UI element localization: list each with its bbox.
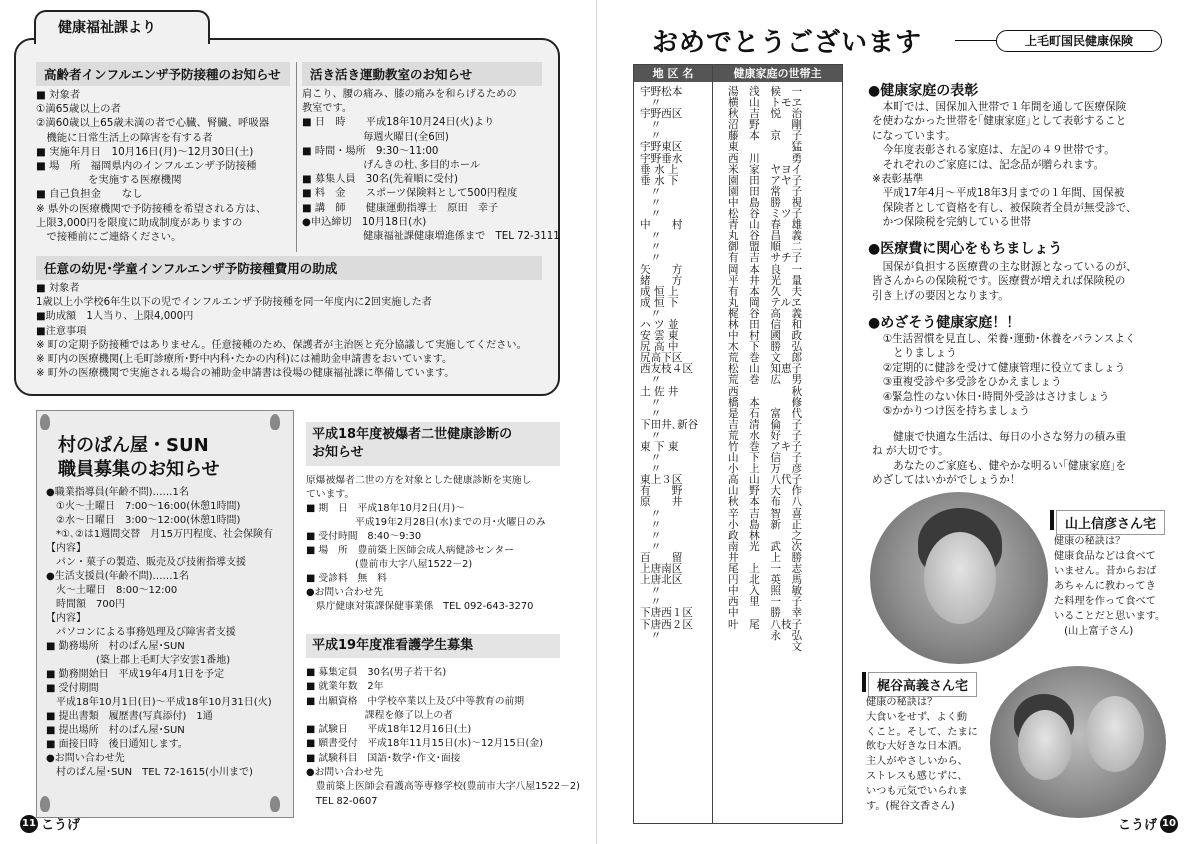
healthy-household-table [633,64,843,824]
pin-icon [270,414,280,430]
page-number-right [1118,814,1178,833]
page-fold [596,0,597,844]
aim-title: ●めざそう健康家庭！！ [868,315,1021,331]
flu-elderly-body: ■ 対象者 ①満65歳以上の者 ②満60歳以上65歳未満の者で心臓、腎臓、呼吸器 機能に日常生活上の障害を有する者 ■ 実施年月日 10月16日(月)～12月30日(土) ■ 場 所 福岡県内のインフルエンザ予防接種 を実施する医療機関 ■ 自己負担金 なし ※ 県外の医療機関で予防接種を希望される方は、 上限3,000円を限度に助成制度がありますの で接種前にご連絡ください。 [36,89,270,244]
logo: こうげ [1118,818,1158,833]
table-col-district: 宇野松本 〃 宇野西区 〃 〃 宇野東区 宇野垂水 垂 水 上 垂 水 下 〃 〃 〃 中 村 〃 〃 〃 矢 方 緒 方 成 恒 上 成 恒 下 〃 ハ ツ 並 安 雲 東 尻 高 中 尻高下区 西友枝４区 〃 土 佐 井 〃 〃 下田井､新谷 〃 東 下 東 〃 〃 東上３区 有 野 原 井 〃 〃 〃 〃 百 留 上唐南区 上唐北区 〃 〃 下唐西１区 下唐西２区 〃 [640,86,699,642]
insurance-label: 上毛町国民健康保険 [996,30,1162,52]
logo: こうげ [41,818,81,833]
hibaku-body: 原爆被爆者二世の方を対象とした健康診断を実施し ています。 ■ 期 日 平成18年10月2日(月)～ 平成19年2月28日(水)までの月･火曜日のみ ■ 受付時間 8:40～9:30 ■ 場 所 豊前築上医師会成人病健診センター (豊前市大字八屋1522－2) ■ 受診料 無 料 ●お問い合わせ先 県庁健康対策課保健事業係 TEL 092-643-3270 [306,475,546,612]
flu-child-body: ■ 対象者 1歳以上小学校6年生以下の児でインフルエンザ予防接種を同一年度内に2回実施した者 ■助成額 1人当り、上限4,000円 ■注意事項 ※ 町の定期予防接種ではありません。任意接種のため、保護者が主治医と充分協議して実施してください。 ※ 町内の医療機関(上毛町診療所･野中内科･たかの内科)には補助金申請書をおいています。 ※ 町外の医療機関で実施される場合の補助金申請書は役場の健康福祉課に準備しています。 [36,283,527,380]
table-divider [712,65,713,823]
table-header-household: 健康家庭の世帯主 [713,65,842,82]
yamagami-name: 山上信彦さん宅 [1056,510,1165,535]
page-number-left [20,814,80,833]
exercise-title: 活き活き運動教室のお知らせ [302,62,542,86]
pin-icon [270,796,280,812]
photo-face [1018,710,1072,780]
kajitani-name: 梶谷高義さん宅 [868,672,977,697]
yamagami-photo [870,492,1048,664]
award-body: 本町では、国保加入世帯で１年間を通して医療保険 を使わなかった世帯を｢健康家庭｣として表彰すること になっています。 今年度表彰される家庭は、左記の４９世帯です。 それぞれのご家庭には、記念品が贈られます。 ※表彰基準 平成17年4月～平成18年3月までの１年間、国保被 保険者として資格を有し、被保険者全員が無受診で、 かつ保険税を完納している世帯 [872,101,1137,229]
table-col-household: 湯 浅 候 一 横 山 トモヱ 秋 吉 悦 治 沼 野 剛 藤 本 京 子 東 猛 西 川 勇 米 家 ヤヨイ 園 田 アヤ子 園 田 常 子 中 島 勝 視 松 谷 ミツ子 青 山 春 雄 丸 谷 昌 義 御 盟 順 二 有 吉 サチ子 岡 本 良 一 平 井 光 量 有 本 久 夫 丸 岡 テルヱ 梶 谷 高 義 林 田 信 和 中 村 國 政 木 下 勝 弘 荒 巻 文 郎 松 山 知恵子 荒 巻 広 男 西 秋 橋 本 修 是 石 富 代 吉 清 倫 子 荒 水 好 子 竹 巻 アキ子 山 下 信 子 小 上 万 彦 高 山 八代子 山 野 大 作 秋 本 布 八 辛 吉 智 喜 小 島 新 正 政 林 之 南 光 武 次 井 上 勝 尾 上 一 志 円 北 英 馬 中 入 照 敏 西 里 一 子 中 勝 幸 叶 尾 八枝子 永 弘 文 [728,86,803,653]
kajitani-quote: 健康の秘訣は？ 大食いをせず、よく動 くこと。そして、たまに 飲む大好きな日本酒。 主人がやさしいから、 ストレスも感じずに、 いつも元気でいられま す。(梶谷文香さん) [866,697,978,812]
tag-bar [862,672,866,692]
column-divider [296,62,297,252]
page-number: 11 [20,815,38,833]
pin-icon [40,414,50,430]
page-number: 10 [1160,815,1178,833]
kajitani-photo [990,666,1166,818]
health-welfare-tab: 健康福祉課より [34,10,210,44]
congrats-heading: おめでとうございます [652,28,923,58]
pin-icon [40,796,50,812]
pan-recruit-body: ●職業指導員(年齢不問)……1名 ①火～土曜日 7:00～16:00(休憩1時間) ②水～日曜日 3:00～12:00(休憩1時間) *①､②は1週間交替 月15万円程度、社会保険有 【内容】 パン・菓子の製造、販売及び技術指導支援 ●生活支援員(年齢不問)……1名 火～土曜日 8:00～12:00 時間額 700円 【内容】 パソコンによる事務処理及び障害者支援 ■ 勤務場所 村のぱん屋･SUN (築上郡上毛町大字安雲1番地) ■ 勤務開始日 平成19年4月1日を予定 ■ 受付期間 平成18年10月1日(日)～平成18年10月31日(火) ■ 提出書類 履歴書(写真添付) 1通 ■ 提出場所 村のぱん屋･SUN ■ 面接日時 後日通知します。 ●お問い合わせ先 村のぱん屋･SUN TEL 72-1615(小川まで) [46,487,274,778]
photo-face [924,532,996,624]
nurse-recruit-body: ■ 募集定員 30名(男子若干名) ■ 就業年数 2年 ■ 出願資格 中学校卒業以上及び中等教育の前期 課程を修了以上の者 ■ 試験日 平成18年12月16日(土) ■ 願書受付 平成18年11月15日(水)～12月15日(金) ■ 試験科目 国語･数学･作文･面接 ●お問い合わせ先 豊前築上医師会看護高等専修学校(豊前市大字八屋1522－2) TEL 82-0607 [306,667,580,807]
aim-body: ①生活習慣を見直し、栄養･運動･休養をバランスよく とりましょう ②定期的に健診を受けて健康管理に役立てましょう ③重複受診や多受診をひかえましょう ④緊急性のない休日･時間外受診はさけましょう ⑤かかりつけ医を持ちましょう [882,333,1136,418]
flu-child-title: 任意の幼児･学童インフルエンザ予防接種費用の助成 [36,256,542,280]
table-header-district: 地 区 名 [634,65,712,82]
pan-recruit-title: 村のぱん屋・SUN 職員募集のお知らせ [58,435,220,480]
heading-rule [955,40,997,41]
aim-closing: 健康で快適な生活は、毎日の小さな努力の積み重 ね が大切です。 あなたのご家庭も、健やかな明るい｢健康家庭｣を めざしてはいかがでしょうか！ [872,431,1127,487]
medical-title: ●医療費に関心をもちましょう [868,241,1063,257]
award-title: ●健康家庭の表彰 [868,83,979,99]
photo-face [1086,696,1144,772]
hibaku-title: 平成18年度被爆者二世健康診断の お知らせ [306,422,560,466]
yamagami-quote: 健康の秘訣は？ 健康食品などは食べて いません。昔からおば あちゃんに教わってき た料理を作って食べて いることだと思います。 (山上富子さん) [1054,536,1166,637]
medical-body: 国保が負担する医療費の主な財源となっているのが、 皆さんからの保険税です。医療費が増えれば保険税の 引き上げの要因となります。 [872,261,1137,302]
flu-elderly-title: 高齢者インフルエンザ予防接種のお知らせ [36,62,290,86]
tag-bar [1050,510,1054,530]
nurse-recruit-title: 平成19年度准看護学生募集 [306,634,560,658]
exercise-body: 肩こり、腰の痛み、膝の痛みを和らげるための 教室です。 ■ 日 時 平成18年10月24日(火)より 毎週火曜日(全6回) ■ 時間・場所 9:30～11:00 げんきの杜､多目的ホール ■ 募集人員 30名(先着順に受付) ■ 料 金 スポーツ保険料として500円程度 ■ 講 師 健康運動指導士 原田 幸子 ●申込締切 10月18日(水) 健康福祉課健康増進係まで TEL 72-3111 [302,89,560,243]
